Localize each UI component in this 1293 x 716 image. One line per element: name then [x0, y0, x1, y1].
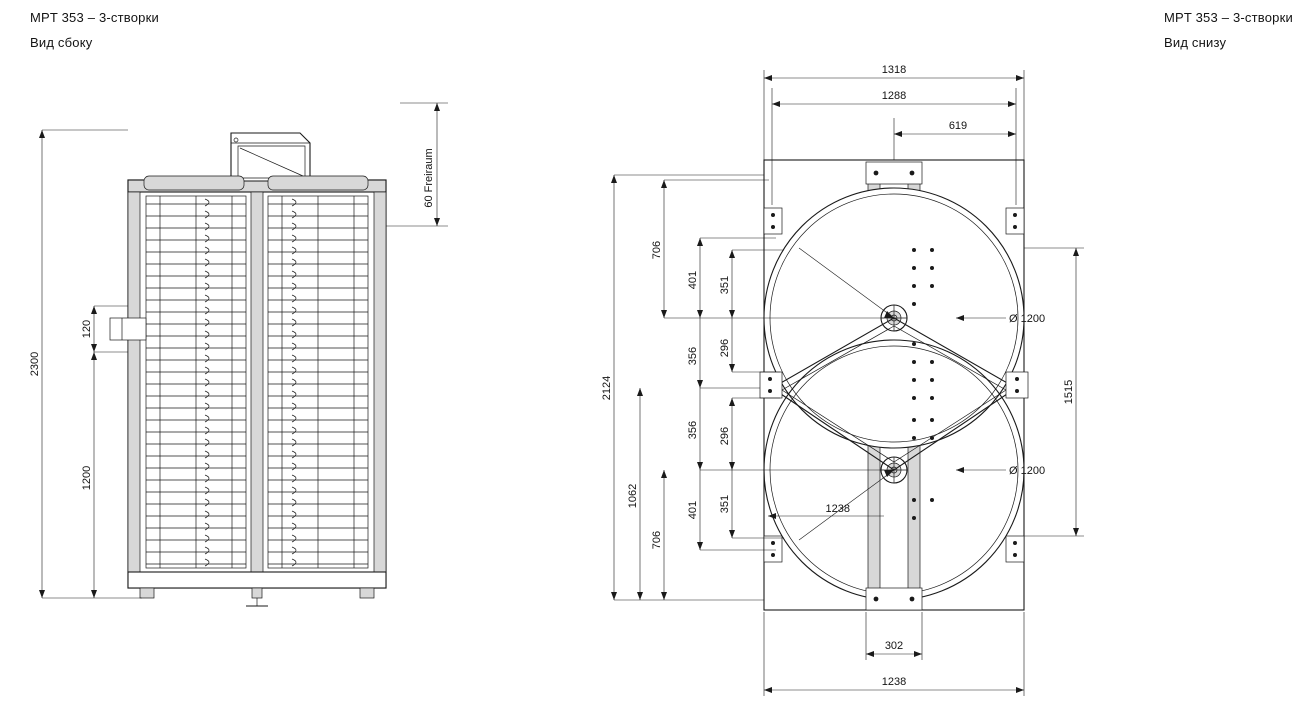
bottom-view-panel — [554, 0, 1293, 716]
dim-356-top: 356 — [687, 346, 699, 366]
side-view-panel — [0, 0, 554, 716]
dim-1062: 1062 — [627, 483, 639, 509]
side-view-drawing — [0, 0, 554, 716]
dim-60-freiraum: 60 Freiraum — [423, 148, 435, 208]
side-view-title: MPT 353 – 3-створки — [30, 10, 159, 25]
dim-2300: 2300 — [29, 351, 41, 377]
dim-296-bot: 296 — [719, 426, 731, 446]
dim-302: 302 — [884, 640, 904, 652]
dim-1288: 1288 — [881, 90, 907, 102]
dim-1200: 1200 — [81, 465, 93, 491]
side-handle — [110, 318, 146, 340]
dim-296-top: 296 — [719, 338, 731, 358]
dim-1515: 1515 — [1063, 379, 1075, 405]
dim-2124: 2124 — [601, 375, 613, 401]
dim-diameter-bottom: Ø 1200 — [1009, 465, 1046, 477]
dim-1238-bot: 1238 — [881, 676, 907, 688]
dim-351-bot: 351 — [719, 494, 731, 514]
bottom-view-subtitle: Вид снизу — [1164, 35, 1227, 50]
dim-401-bot: 401 — [687, 500, 699, 520]
dim-1318: 1318 — [881, 64, 907, 76]
side-view-subtitle: Вид сбоку — [30, 35, 93, 50]
dim-1238-mid: 1238 — [825, 503, 850, 515]
dim-diameter-top: Ø 1200 — [1009, 313, 1046, 325]
dim-706-top: 706 — [651, 240, 663, 260]
dim-120: 120 — [81, 319, 93, 339]
bottom-view-title: MPT 353 – 3-створки — [1164, 10, 1293, 25]
dim-351-top: 351 — [719, 275, 731, 295]
top-motor-housing — [231, 133, 310, 181]
dim-356-bot: 356 — [687, 420, 699, 440]
dim-619: 619 — [948, 120, 968, 132]
dim-401-top: 401 — [687, 270, 699, 290]
bottom-view-drawing — [554, 0, 1108, 716]
dim-706-bot: 706 — [651, 530, 663, 550]
